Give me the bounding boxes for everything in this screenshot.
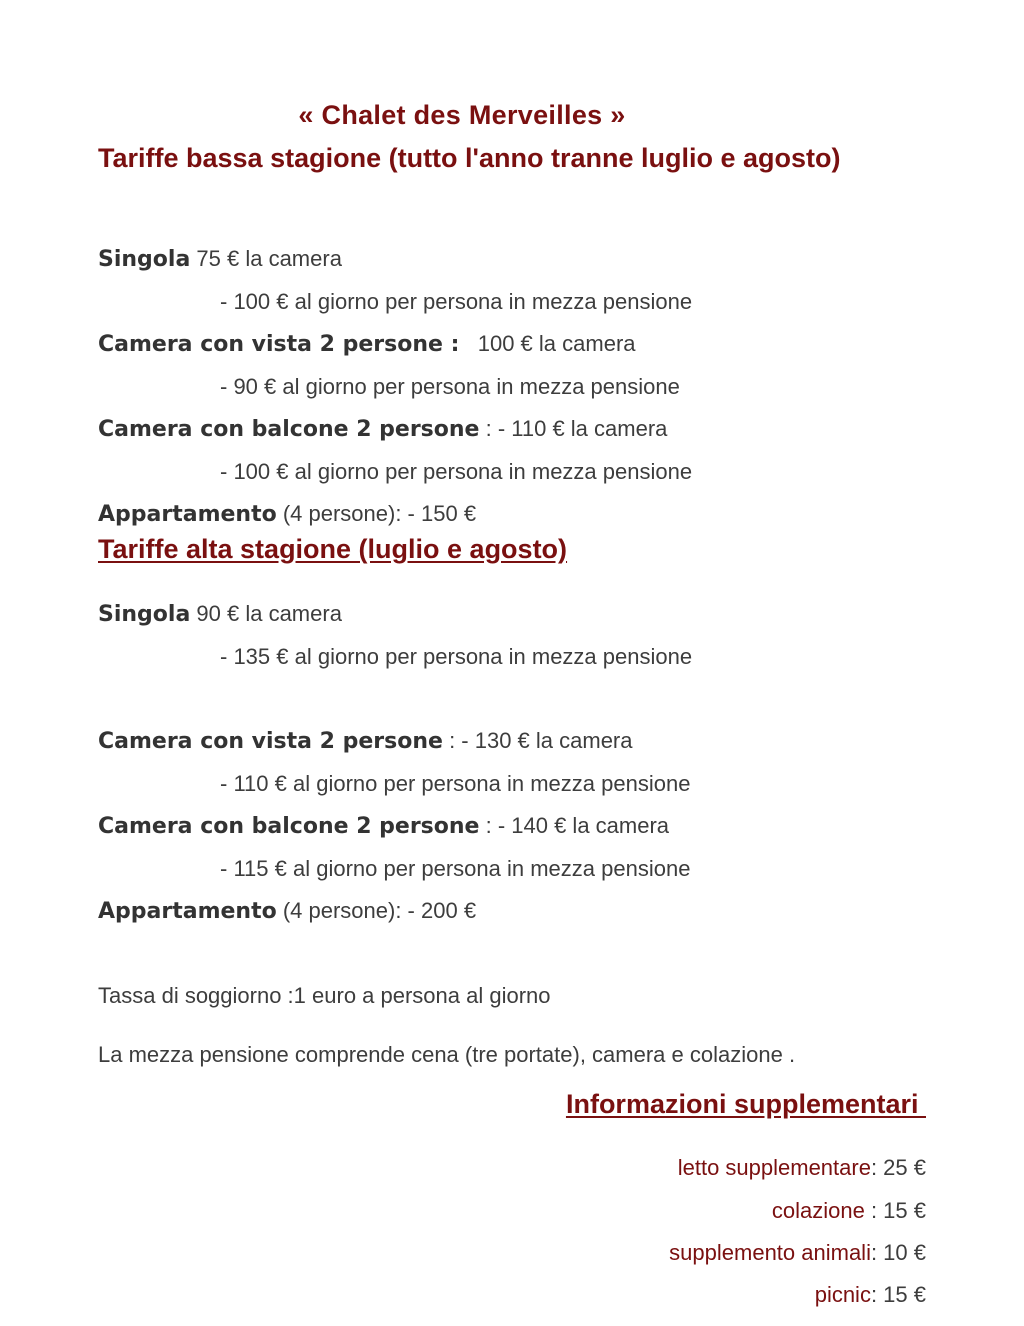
low-singola-half-board: - 100 € al giorno per persona in mezza pensione	[220, 289, 693, 314]
low-appartamento-price: (4 persone): - 150 €	[276, 501, 477, 526]
low-balcone-half-board: - 100 € al giorno per persona in mezza pensione	[220, 459, 693, 484]
supplement-extra-bed-label: letto supplementare	[677, 1155, 871, 1180]
high-singola-half-board: - 135 € al giorno per persona in mezza pensione	[220, 644, 693, 669]
low-vista-half-board: - 90 € al giorno per persona in mezza pensione	[220, 374, 680, 399]
supplement-picnic-label: picnic	[814, 1282, 871, 1307]
high-singola-name: Singola	[98, 602, 191, 627]
high-vista-half-board: - 110 € al giorno per persona in mezza pensione	[220, 771, 691, 796]
high-appartamento-row	[98, 898, 476, 924]
supplement-breakfast-label: colazione	[771, 1198, 865, 1223]
supplement-picnic	[815, 1282, 926, 1308]
half-board-note: La mezza pensione comprende cena (tre portate), camera e colazione .	[98, 1042, 796, 1067]
high-balcone-half-board: - 115 € al giorno per persona in mezza pensione	[220, 856, 691, 881]
supplement-breakfast	[772, 1198, 926, 1224]
high-vista-row	[98, 728, 633, 754]
supplement-extra-bed	[678, 1155, 926, 1181]
low-balcone-name: Camera con balcone 2 persone	[98, 417, 480, 442]
supplement-pets-value: : 10 €	[870, 1240, 926, 1265]
high-vista-name: Camera con vista 2 persone	[98, 729, 443, 754]
high-singola-row	[98, 601, 342, 627]
supplement-pets-label: supplemento animali	[669, 1240, 871, 1265]
low-appartamento-name: Appartamento	[98, 502, 277, 527]
low-balcone-price: : - 110 € la camera	[479, 416, 668, 441]
high-balcone-name: Camera con balcone 2 persone	[98, 814, 480, 839]
high-appartamento-name: Appartamento	[98, 899, 277, 924]
page-title: « Chalet des Merveilles »	[298, 100, 626, 130]
low-balcone-row	[98, 416, 667, 442]
supplementary-info-heading: Informazioni supplementari	[565, 1089, 926, 1119]
low-singola-price: 75 € la camera	[190, 246, 342, 271]
supplement-pets	[669, 1240, 926, 1266]
supplement-picnic-value: : 15 €	[870, 1282, 926, 1307]
low-appartamento-row	[98, 501, 476, 527]
low-vista-row	[98, 331, 636, 357]
low-singola-name: Singola	[98, 247, 191, 272]
low-season-heading: Tariffe bassa stagione (tutto l'anno tranne luglio e agosto)	[98, 143, 841, 173]
low-vista-price: 100 € la camera	[459, 331, 636, 356]
supplement-breakfast-value: : 15 €	[864, 1198, 926, 1223]
high-appartamento-price: (4 persone): - 200 €	[276, 898, 477, 923]
high-balcone-price: : - 140 € la camera	[479, 813, 670, 838]
supplement-extra-bed-value: : 25 €	[870, 1155, 926, 1180]
high-vista-price: : - 130 € la camera	[442, 728, 633, 753]
high-singola-price: 90 € la camera	[190, 601, 342, 626]
tourist-tax-note: Tassa di soggiorno :1 euro a persona al giorno	[98, 983, 551, 1008]
high-balcone-row	[98, 813, 669, 839]
high-season-heading: Tariffe alta stagione (luglio e agosto)	[98, 534, 568, 564]
low-singola-row	[98, 246, 342, 272]
low-vista-name: Camera con vista 2 persone :	[98, 332, 460, 357]
